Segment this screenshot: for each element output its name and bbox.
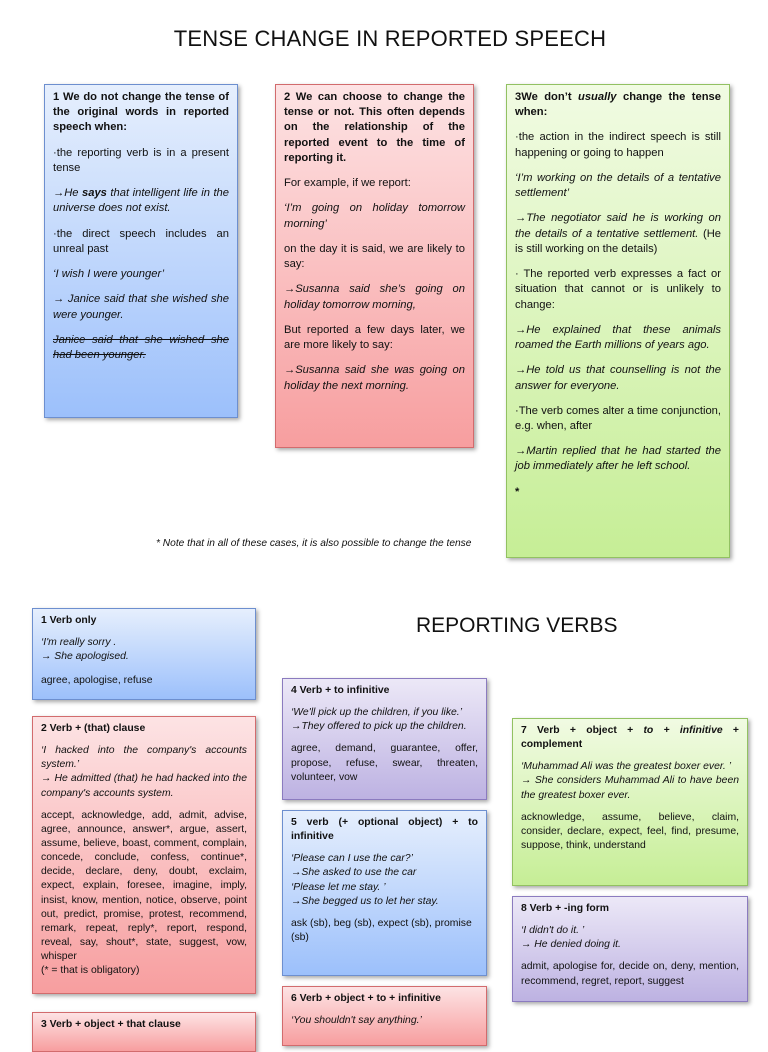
arrow-icon: → bbox=[521, 775, 532, 787]
tense-rule-2-later: But reported a few days later, we are more likely to say: bbox=[284, 323, 465, 352]
tense-rule-3-example-2: →He explained that these animals roamed the Earth millions of years ago. bbox=[515, 323, 721, 352]
verb-pattern-6-box bbox=[282, 986, 487, 1046]
arrow-icon: → bbox=[515, 212, 527, 225]
verb-pattern-8-heading: 8 Verb + -ing form bbox=[521, 903, 610, 914]
verb-pattern-7-box bbox=[512, 718, 748, 886]
tense-rule-1-point-2: ·the direct speech includes an unreal past bbox=[53, 227, 229, 255]
verb-pattern-2-box bbox=[32, 716, 256, 994]
tense-rule-3-box bbox=[506, 84, 730, 558]
verb-pattern-4-list: agree, demand, guarantee, offer, propose, refuse, swear, threaten, volunteer, vow bbox=[291, 743, 478, 783]
tense-rule-2-mid: on the day it is said, we are likely to say: bbox=[284, 242, 465, 271]
tense-rule-2-example-2: →Susanna said she was going on holiday the next morning. bbox=[284, 364, 465, 392]
verb-pattern-1-box bbox=[32, 608, 256, 700]
tense-rule-3-point-1: ·the action in the indirect speech is still happening or going to happen bbox=[515, 131, 721, 159]
verb-pattern-2-list: accept, acknowledge, add, admit, advise, agree, announce, answer*, argue, assert, assume, believe, boast, comment, complain, concede, conclude, confess, continue*, decide, declare, deny, doubt, exclaim, expect, explain, foresee, imagine, imply, insist, know, mention, notice, observe, point out, predict, promise, protest, recommend, remark, repeat, reply*, report, respond, reveal, say, shout*, state, suggest, vow, whisper (* = that is obligatory) bbox=[41, 809, 247, 977]
arrow-icon: → bbox=[291, 867, 302, 879]
verb-pattern-4-example: ‘We'll pick up the children, if you like.’ →They offered to pick up the children. bbox=[291, 707, 467, 733]
verb-pattern-3-box bbox=[32, 1012, 256, 1052]
tense-rule-3-point-2: · The reported verb expresses a fact or situation that cannot or is unlikely to change: bbox=[515, 268, 721, 311]
tense-rule-3-example-3: →He told us that counselling is not the answer for everyone. bbox=[515, 364, 721, 392]
arrow-icon: → bbox=[53, 293, 65, 306]
verb-pattern-7-heading: 7 Verb + object + to + infinitive + complement bbox=[521, 725, 739, 751]
arrow-icon: → bbox=[53, 187, 65, 200]
verb-pattern-7-example: ‘Muhammad Ali was the greatest boxer ever. ’ → She considers Muhammad Ali to have been the greatest boxer ever. bbox=[521, 761, 739, 801]
arrow-icon: → bbox=[41, 773, 52, 785]
tense-rule-3-star: * bbox=[515, 485, 520, 498]
arrow-icon: → bbox=[515, 445, 527, 458]
arrow-icon: → bbox=[515, 364, 527, 377]
tense-rule-2-heading: 2 We can choose to change the tense or not. This often depends on the relationship of the reported event to the time of reporting it. bbox=[284, 91, 465, 164]
tense-rule-1-point-1: ·the reporting verb is in a present tense bbox=[53, 146, 229, 174]
arrow-icon: → bbox=[284, 283, 296, 296]
verb-pattern-2-heading: 2 Verb + (that) clause bbox=[41, 723, 146, 734]
verb-pattern-6-heading: 6 Verb + object + to + infinitive bbox=[291, 993, 441, 1004]
verb-pattern-5-example: ‘Please can I use the car?’ →She asked to use the car ‘Please let me stay. ’ →She begged us to let her stay. bbox=[291, 853, 439, 907]
tense-rule-2-quote: ‘I’m going on holiday tomorrow morning’ bbox=[284, 202, 465, 230]
tense-rule-1-example-1: →He says that intelligent life in the universe does not exist. bbox=[53, 187, 229, 215]
tense-rule-2-box bbox=[275, 84, 474, 448]
tense-rule-3-heading: 3We don’t usually change the tense when: bbox=[515, 91, 721, 119]
tense-rule-3-example-1: →The negotiator said he is working on the details of a tentative settlement. (He is still working on the details) bbox=[515, 212, 722, 255]
verb-pattern-1-example: ‘I'm really sorry . → She apologised. bbox=[41, 637, 129, 663]
verb-pattern-1-heading: 1 Verb only bbox=[41, 615, 97, 626]
verb-pattern-3-heading: 3 Verb + object + that clause bbox=[41, 1019, 181, 1030]
tense-rule-1-example-2: → Janice said that she wished she were younger. bbox=[53, 293, 229, 321]
arrow-icon: → bbox=[291, 721, 302, 733]
section-title-reporting-verbs: REPORTING VERBS bbox=[416, 614, 618, 637]
arrow-icon: → bbox=[284, 364, 296, 377]
verb-pattern-6-example: ‘You shouldn't say anything.’ bbox=[291, 1015, 422, 1027]
tense-rule-3-example-4: →Martin replied that he had started the job immediately after he left school. bbox=[515, 445, 721, 473]
verb-pattern-5-box bbox=[282, 810, 487, 976]
tense-rule-1-struck-example: Janice said that she wished she had been younger. bbox=[53, 333, 229, 362]
page-title: TENSE CHANGE IN REPORTED SPEECH bbox=[173, 26, 607, 51]
tense-rule-2-example-1: →Susanna said she’s going on holiday tomorrow morning, bbox=[284, 283, 465, 311]
verb-pattern-4-heading: 4 Verb + to infinitive bbox=[291, 685, 390, 696]
verb-pattern-4-box bbox=[282, 678, 487, 800]
arrow-icon: → bbox=[41, 651, 52, 663]
footnote: * Note that in all of these cases, it is also possible to change the tense bbox=[156, 538, 472, 549]
verb-pattern-8-box bbox=[512, 896, 748, 1002]
verb-pattern-5-list: ask (sb), beg (sb), expect (sb), promise (sb) bbox=[291, 917, 472, 943]
arrow-icon: → bbox=[291, 895, 302, 907]
verb-pattern-1-list: agree, apologise, refuse bbox=[41, 675, 153, 687]
tense-rule-1-quote: ‘I wish I were younger’ bbox=[53, 268, 165, 281]
tense-rule-3-quote: ‘I’m working on the details of a tentative settlement’ bbox=[515, 171, 721, 200]
verb-pattern-8-list: admit, apologise for, decide on, deny, mention, recommend, regret, report, suggest bbox=[521, 961, 739, 987]
verb-pattern-7-list: acknowledge, assume, believe, claim, consider, declare, expect, feel, find, presume, suppose, think, understand bbox=[521, 811, 739, 851]
tense-rule-3-point-3: ·The verb comes alter a time conjunction, e.g. when, after bbox=[515, 404, 721, 432]
tense-rule-1-heading: 1 We do not change the tense of the original words in reported speech when: bbox=[53, 91, 229, 134]
verb-pattern-8-example: ‘I didn't do it. ’ → He denied doing it. bbox=[521, 925, 621, 951]
verb-pattern-5-heading: 5 verb (+ optional object) + to infinitive bbox=[291, 817, 478, 843]
tense-rule-2-intro: For example, if we report: bbox=[284, 177, 411, 190]
arrow-icon: → bbox=[521, 939, 532, 951]
arrow-icon: → bbox=[515, 323, 527, 336]
tense-rule-1-box bbox=[44, 84, 238, 418]
verb-pattern-2-example: ‘I hacked into the company's accounts system.’ → He admitted (that) he had hacked into the company's accounts system. bbox=[41, 745, 247, 799]
